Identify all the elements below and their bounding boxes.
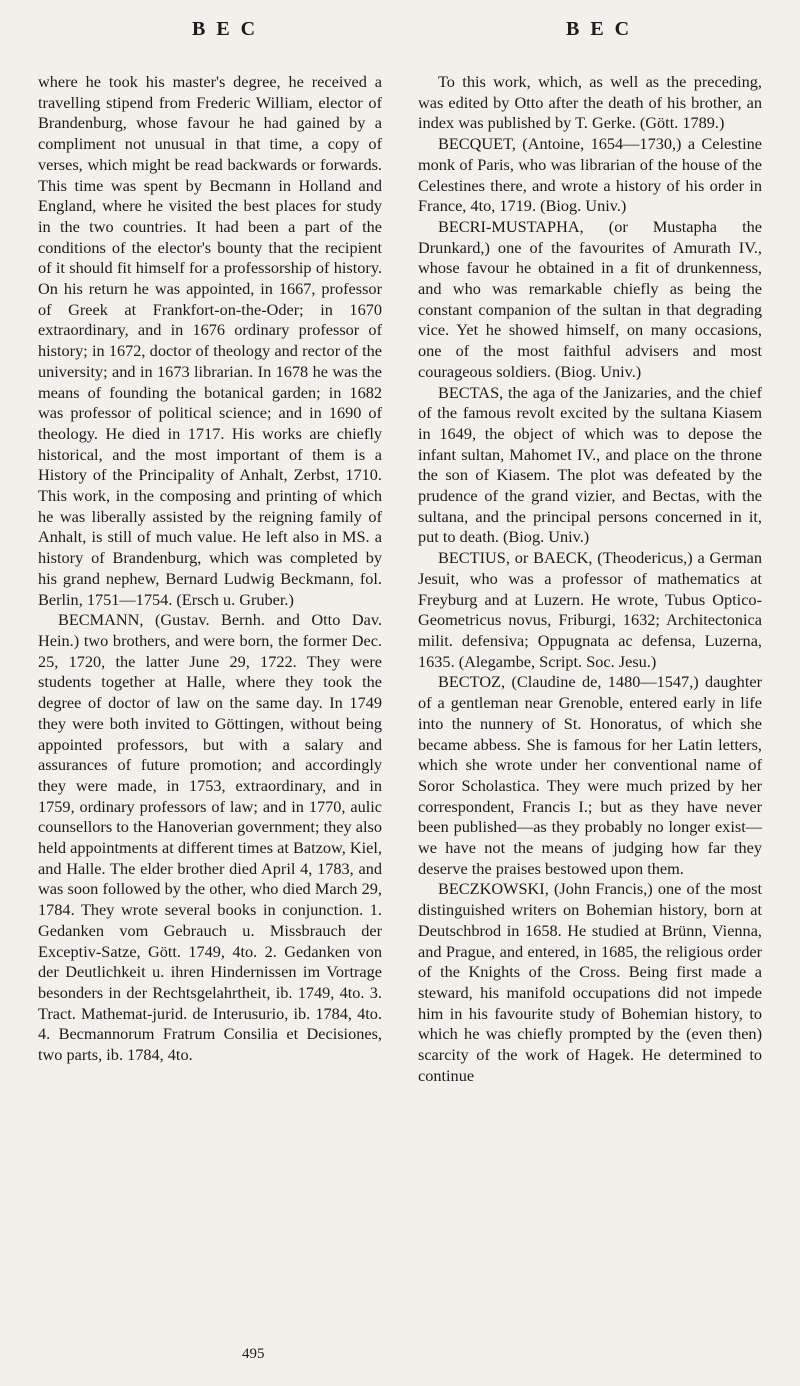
page-number: 495 [242, 1346, 265, 1362]
left-column [38, 72, 382, 1066]
paragraph: To this work, which, as well as the preceding, was edited by Otto after the death of his brother, an index was published by T. Gerke. (Gött. 1789.) [418, 72, 762, 133]
paragraph: where he took his master's degree, he received a travelling stipend from Frederic William, elector of Brandenburg, whose favour he had gained by a compliment not unusual in that time, a copy of verses, which might be read backwards or forwards. This time was spent by Becmann in Holland and England, where he visited the best places for study in the two countries. It had been a part of the conditions of the elector's bounty that the recipient of it should fit himself for a professorship of history. On his return he was appointed, in 1667, professor of Greek at Frankfort-on-the-Oder; in 1670 extraordinary, and in 1676 ordinary professor of history; in 1672, doctor of theology and rector of the university; and in 1673 librarian. In 1678 he was the means of founding the botanical garden; in 1682 was professor of political science; and in 1690 of theology. He died in 1717. His works are chiefly historical, and the most important of them is a History of the Principality of Anhalt, Zerbst, 1710. This work, in the composing and printing of which he was liberally assisted by the reigning family of Anhalt, is still of much value. He left also in MS. a history of Brandenburg, which was completed by his grand nephew, Bernard Ludwig Beckmann, fol. Berlin, 1751—1754. (Ersch u. Gruber.) [38, 72, 382, 609]
paragraph: BECQUET, (Antoine, 1654—1730,) a Celestine monk of Paris, who was librarian of the house of the Celestines there, and wrote a history of his order in France, 4to, 1719. (Biog. Univ.) [418, 134, 762, 216]
paragraph: BECRI-MUSTAPHA, (or Mustapha the Drunkard,) one of the favourites of Amurath IV., whose favour he obtained in a fit of drunkenness, and who was remarkable chiefly as being the constant companion of the sultan in that degrading vice. Yet he showed himself, on many occasions, one of the most faithful advisers and most courageous soldiers. (Biog. Univ.) [418, 216, 762, 381]
paragraph: BECTOZ, (Claudine de, 1480—1547,) daughter of a gentleman near Grenoble, entered early in life into the nunnery of St. Honoratus, of which she became abbess. She is famous for her Latin letters, which she wrote under her conventional name of Soror Scholastica. They were much prized by her correspondent, Francis I.; but as they have never been published—as they probably no longer exist—we have not the means of judging how far they deserve the praises bestowed upon them. [418, 672, 762, 878]
paragraph: BECMANN, (Gustav. Bernh. and Otto Dav. Hein.) two brothers, and were born, the former Dec. 25, 1720, the latter June 29, 1722. They were students together at Halle, where they took the degree of doctor of law on the same day. In 1749 they were both invited to Göttingen, without being appointed professors, but with a salary and assurances of future promotion; and accordingly they were made, in 1753, extraordinary, and in 1759, ordinary professors of law; and in 1770, aulic counsellors to the Hanoverian government; they also held appointments at different times at Batzow, Kiel, and Halle. The elder brother died April 4, 1783, and was soon followed by the other, who died March 29, 1784. They wrote several books in conjunction. 1. Gedanken vom Gebrauch u. Missbrauch der Exceptiv-Satze, Gött. 1749, 4to. 2. Gedanken von der Deutlichkeit u. ihren Hindernissen im Vortrage besonders in der Rechtsgelahrtheit, ib. 1749, 4to. 3. Tract. Mathemat-jurid. de Interusurio, ib. 1784, 4to. 4. Becmannorum Fratrum Consilia et Decisiones, two parts, ib. 1784, 4to. [38, 610, 382, 1065]
right-column [418, 72, 762, 1086]
paragraph: BECTAS, the aga of the Janizaries, and the chief of the famous revolt excited by the sultana Kiasem in 1649, the object of which was to depose the infant sultan, Mahomet IV., and place on the throne the son of Kiasem. The plot was defeated by the prudence of the grand vizier, and Bectas, with the sultana, and the principal persons concerned in it, put to death. (Biog. Univ.) [418, 382, 762, 547]
paragraph: BECZKOWSKI, (John Francis,) one of the most distinguished writers on Bohemian history, born at Deutschbrod in 1658. He studied at Brünn, Vienna, and Prague, and entered, in 1685, the religious order of the Knights of the Cross. Being first made a steward, his manifold occupations did not impede him in his favourite study of Bohemian history, to which he was chiefly prompted by the (even then) scarcity of the work of Hagek. He determined to continue [418, 879, 762, 1085]
paragraph: BECTIUS, or BAECK, (Theodericus,) a German Jesuit, who was a professor of mathematics at Freyburg and at Luzern. He wrote, Tubus Optico-Geometricus novus, Friburgi, 1632; Architectonica milit. defensiva; Oppugnata ac defensa, Luzerna, 1635. (Alegambe, Script. Soc. Jesu.) [418, 548, 762, 671]
running-head-left: B E C [192, 18, 259, 40]
running-head-right: B E C [566, 18, 633, 40]
